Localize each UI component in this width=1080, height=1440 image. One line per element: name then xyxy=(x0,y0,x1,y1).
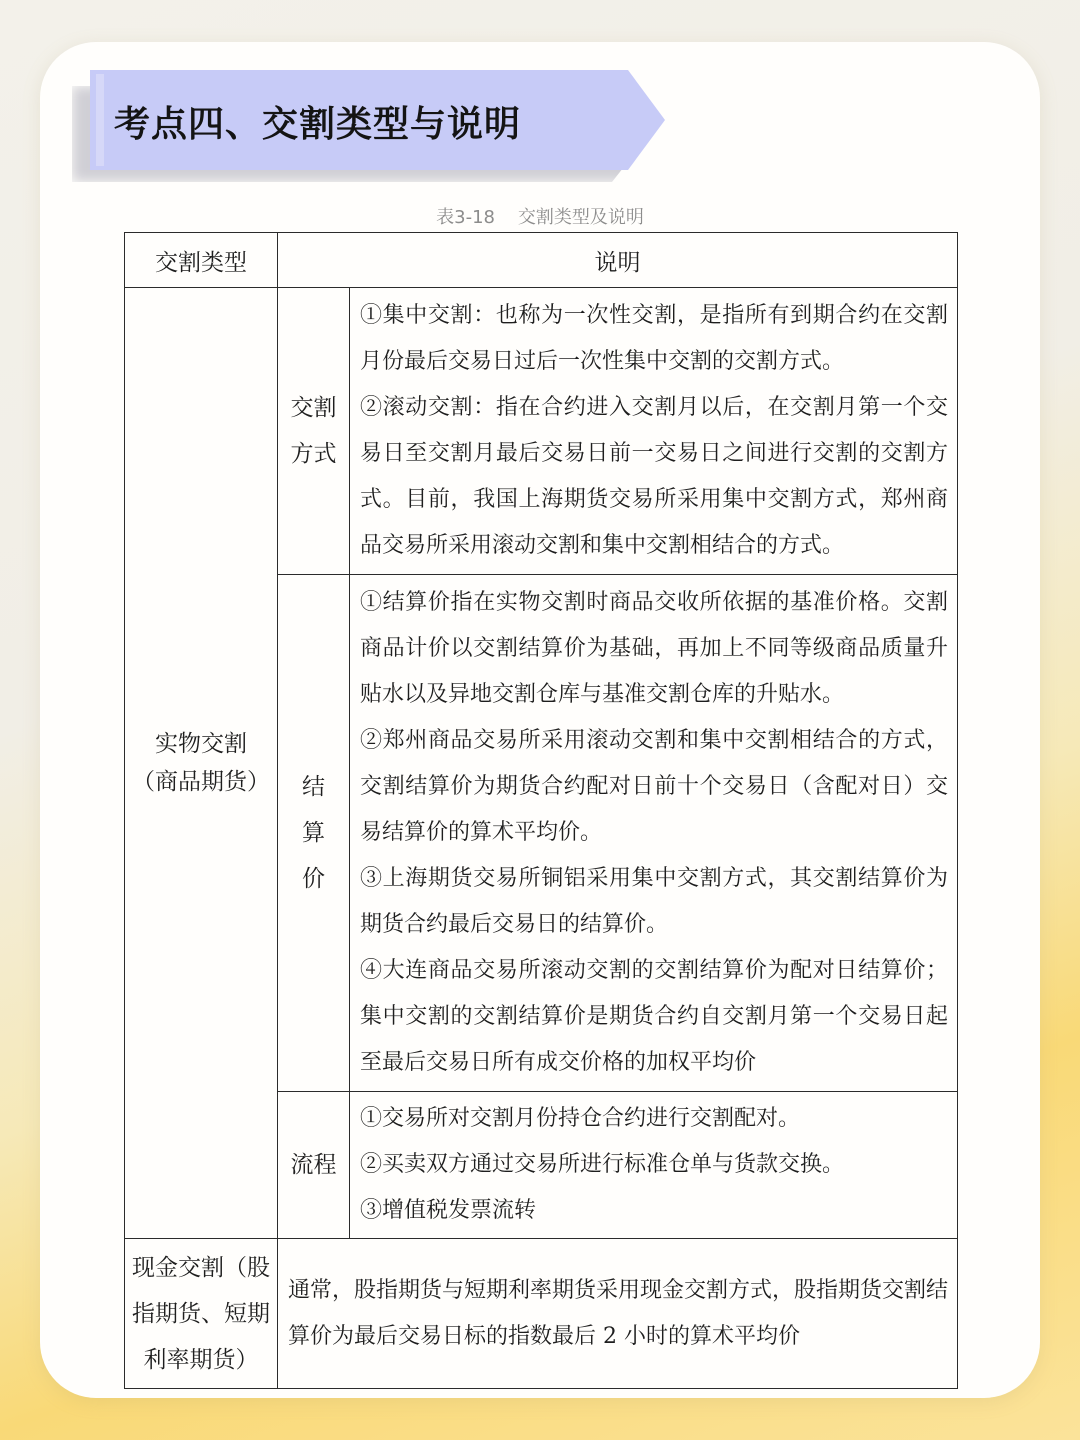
table-row xyxy=(125,1239,958,1389)
cash-delivery-description: 通常，股指期货与短期利率期货采用现金交割方式，股指期货交割结算价为最后交易日标的指数最后 2 小时的算术平均价 xyxy=(278,1239,958,1389)
physical-type-line1: 实物交割 xyxy=(155,731,247,757)
sub-label-process xyxy=(278,1092,350,1239)
paragraph: ①交易所对交割月份持仓合约进行交割配对。 xyxy=(360,1106,801,1131)
label-line: 价 xyxy=(302,866,325,892)
table-caption: 表3-18 交割类型及说明 xyxy=(436,207,644,228)
label-line: 交割 xyxy=(290,395,337,421)
banner-highlight xyxy=(96,74,104,166)
label-line: 方式 xyxy=(290,441,337,467)
delivery-method-description xyxy=(350,288,958,575)
sub-label-delivery-method xyxy=(278,288,350,575)
label-line: 流程 xyxy=(290,1152,337,1178)
paragraph: ②买卖双方通过交易所进行标准仓单与货款交换。 xyxy=(360,1152,845,1177)
paragraph: ②郑州商品交易所采用滚动交割和集中交割相结合的方式，交割结算价为期货合约配对日前十个交易日（含配对日）交易结算价的算术平均价。 xyxy=(360,728,948,845)
physical-type-line2: （商品期货） xyxy=(132,769,270,795)
table-header-row xyxy=(125,233,958,288)
sub-label-settlement-price xyxy=(278,575,350,1092)
paragraph: ③增值税发票流转 xyxy=(360,1198,537,1223)
page-title: 考点四、交割类型与说明 xyxy=(114,104,522,145)
paragraph: ②滚动交割：指在合约进入交割月以后，在交割月第一个交易日至交割月最后交易日前一交易日之间进行交割的交割方式。目前，我国上海期货交易所采用集中交割方式，郑州商品交易所采用滚动交割和集中交割相结合的方式。 xyxy=(360,395,948,558)
process-description xyxy=(350,1092,958,1239)
label-line: 结 xyxy=(302,774,325,800)
header-type: 交割类型 xyxy=(125,233,278,288)
header-description: 说明 xyxy=(278,233,958,288)
settlement-price-description xyxy=(350,575,958,1092)
paragraph: ①结算价指在实物交割时商品交收所依据的基准价格。交割商品计价以交割结算价为基础，再加上不同等级商品质量升贴水以及异地交割仓库与基准交割仓库的升贴水。 xyxy=(360,590,948,707)
delivery-types-table xyxy=(124,232,958,1389)
paragraph: ③上海期货交易所铜铝采用集中交割方式，其交割结算价为期货合约最后交易日的结算价。 xyxy=(360,866,948,937)
paragraph: ①集中交割：也称为一次性交割，是指所有到期合约在交割月份最后交易日过后一次性集中交割的交割方式。 xyxy=(360,303,948,374)
paragraph: ④大连商品交易所滚动交割的交割结算价为配对日结算价；集中交割的交割结算价是期货合约自交割月第一个交易日起至最后交易日所有成交价格的加权平均价 xyxy=(360,958,948,1075)
label-line: 算 xyxy=(302,820,325,846)
table-row xyxy=(125,288,958,575)
cash-delivery-type: 现金交割（股指期货、短期利率期货） xyxy=(125,1239,278,1389)
physical-delivery-type xyxy=(125,288,278,1239)
